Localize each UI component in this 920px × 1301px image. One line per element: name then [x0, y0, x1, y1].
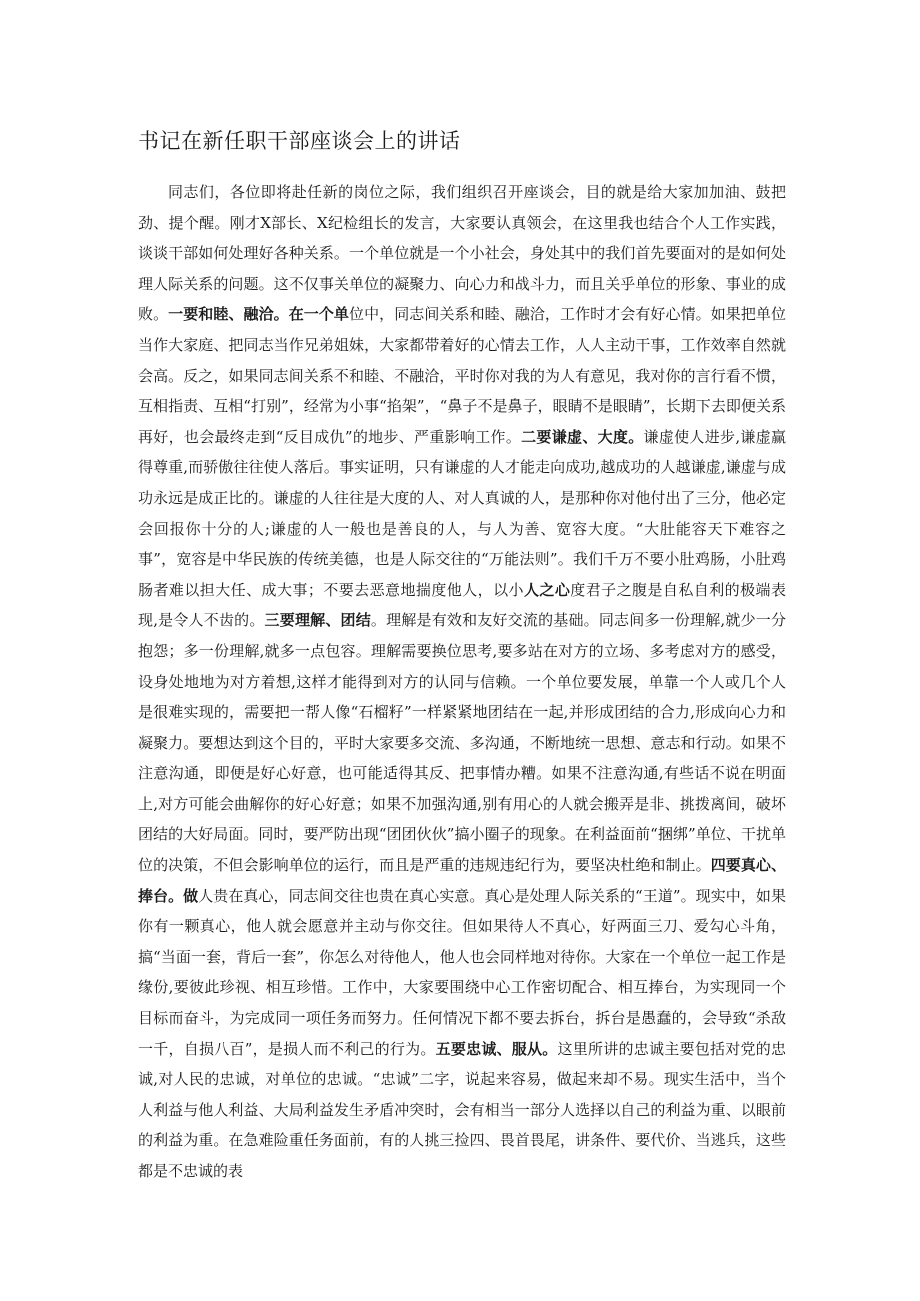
body-text-segment: 同志们，各位即将赴任新的岗位之际，我们组织召开座谈会，目的就是给大家加加油、鼓把劲、提个醒。刚才X部长、X纪检组长的发言，大家要认真领会，在这里我也结合个人工作实践，谈谈干部如何处理好各种关系。一个单位就是一个小社会，身处其中的我们首先要面对的是如何处理人际关系的问题。这不仅事关单位的凝聚力、向心力和战斗力，而且关乎单位的形象、事业的成败。: [138, 183, 786, 324]
document-title: 书记在新任职干部座谈会上的讲话: [138, 129, 461, 153]
body-text-segment: 人贵在真心，同志间交往也贵在真心实意。真心是处理人际关系的“王道”。现实中，如果你有一颗真心，他人就会愿意并主动与你交往。但如果待人不真心，好两面三刀、爱勾心斗角，搞“当面一套，背后一套”，你怎么对待他人，他人也会同样地对待你。大家在一个单位一起工作是缘份,要彼此珍视、相互珍惜。工作中，大家要围绕中心工作密切配合、相互捧台，为实现同一个目标而奋斗，为完成同一项任务而努力。任何情况下都不要去拆台，拆台是愚蠢的，会导致“杀敌一千，自损八百”，是损人而不利己的行为。: [138, 886, 786, 1058]
section-heading-2: 二要谦虚、大度。: [521, 427, 644, 446]
section-heading-3: 三要理解、团结: [264, 611, 371, 630]
section-heading-4: 四要真心、捧台。做: [138, 856, 786, 905]
section-heading-1: 一要和睦、融洽。在一个单: [168, 305, 350, 324]
body-text-segment: 位中，同志间关系和睦、融洽，工作时才会有好心情。如果把单位当作大家庭、把同志当作兄弟姐妹，大家都带着好的心情去工作，人人主动干事，工作效率自然就会高。反之，如果同志间关系不和睦、不融洽，平时你对我的为人有意见，我对你的言行看不惯，互相指责、互相“打别”，经常为小事“掐架”，“鼻子不是鼻子，眼睛不是眼睛”，长期下去即便关系再好，也会最终走到“反目成仇”的地步、严重影响工作。: [138, 305, 786, 446]
body-text-segment: 这里所讲的忠诚主要包括对党的忠诚,对人民的忠诚，对单位的忠诚。“忠诚”二字，说起来容易，做起来却不易。现实生活中，当个人利益与他人利益、大局利益发生矛盾冲突时，会有相当一部分人选择以自己的利益为重、以眼前的利益为重。在急难险重任务面前，有的人挑三捡四、畏首畏尾，讲条件、要代价、当逃兵，这些都是不忠诚的表: [138, 1039, 786, 1180]
section-heading-5: 五要忠诚、服从。: [435, 1039, 558, 1058]
emphasis-text: 人之心: [523, 580, 571, 599]
body-text-segment: 谦虚使人进步,谦虚赢得尊重,而骄傲往往使人落后。事实证明，只有谦虚的人才能走向成功,越成功的人越谦虚,谦虚与成功永远是成正比的。谦虚的人往往是大度的人、对人真诚的人，是那种你对他付出了三分，他必定会回报你十分的人;谦虚的人一般也是善良的人，与人为善、宽容大度。“大肚能容天下难容之事”，宽容是中华民族的传统美德，也是人际交往的“万能法则”。我们千万不要小肚鸡肠，小肚鸡肠者难以担大任、成大事；不要去恶意地揣度他人，以小: [138, 427, 786, 599]
body-text-segment: 度君子之腹是自私自利的极端表现,是令人不齿的。: [138, 580, 786, 630]
body-text-segment: 。理解是有效和友好交流的基础。同志间多一份理解,就少一分抱怨；多一份理解,就多一点包容。理解需要换位思考,要多站在对方的立场、多考虑对方的感受，设身处地地为对方着想,这样才能得到对方的认同与信赖。一个单位要发展，单靠一个人或几个人是很难实现的，需要把一帮人像“石榴籽”一样紧紧地团结在一起,并形成团结的合力,形成向心力和凝聚力。要想达到这个目的，平时大家要多交流、多沟通，不断地统一思想、意志和行动。如果不注意沟通，即便是好心好意，也可能适得其反、把事情办糟。如果不注意沟通,有些话不说在明面上,对方可能会曲解你的好心好意；如果不加强沟通,别有用心的人就会搬弄是非、挑拨离间，破坏团结的大好局面。同时，要严防出现“团团伙伙”搞小圈子的现象。在利益面前“捆绑”单位、干扰单位的决策，不但会影响单位的运行，而且是严重的违规违纪行为，要坚决杜绝和制止。: [138, 611, 786, 875]
document-body: [138, 177, 786, 1187]
